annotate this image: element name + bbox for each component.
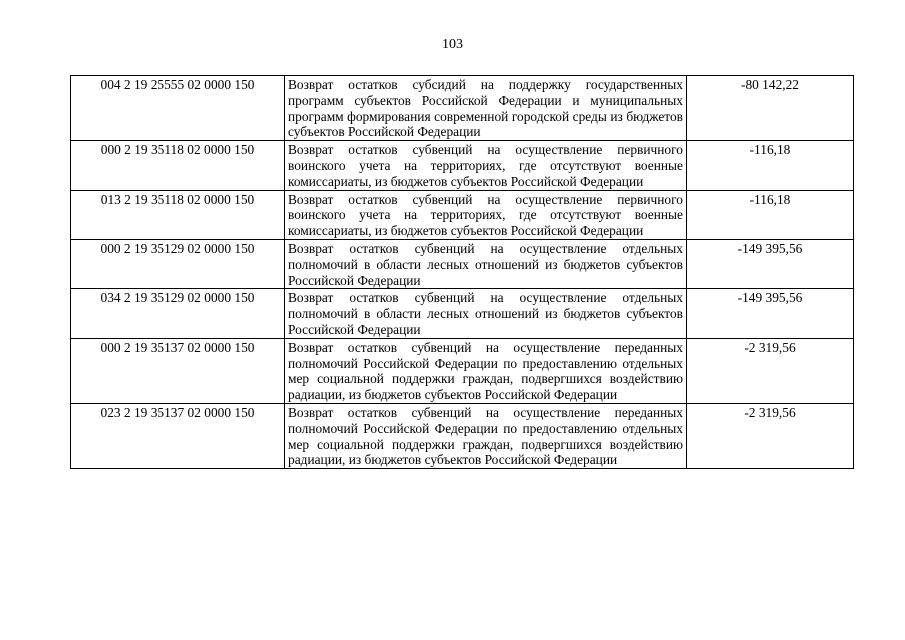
- budget-code-cell: 004 2 19 25555 02 0000 150: [71, 76, 285, 141]
- budget-code-cell: 000 2 19 35118 02 0000 150: [71, 141, 285, 190]
- budget-code-cell: 023 2 19 35137 02 0000 150: [71, 403, 285, 468]
- amount-cell: -2 319,56: [687, 403, 854, 468]
- description-cell: Возврат остатков субсидий на поддержку государственных программ субъектов Российской Федерации и муниципальных программ формирования современной городской среды из бюджетов субъектов Российской Федерации: [285, 76, 687, 141]
- description-cell: Возврат остатков субвенций на осуществление первичного воинского учета на территориях, где отсутствуют военные комиссариаты, из бюджетов субъектов Российской Федерации: [285, 141, 687, 190]
- amount-cell: -116,18: [687, 190, 854, 239]
- table-row: [71, 76, 854, 141]
- budget-table: [70, 75, 854, 469]
- description-cell: Возврат остатков субвенций на осуществление переданных полномочий Российской Федерации по предоставлению отдельных мер социальной поддержки граждан, подвергшихся воздействию радиации, из бюджетов субъектов Российской Федерации: [285, 403, 687, 468]
- table-row: [71, 289, 854, 338]
- amount-cell: -149 395,56: [687, 239, 854, 288]
- description-cell: Возврат остатков субвенций на осуществление отдельных полномочий в области лесных отношений из бюджетов субъектов Российской Федерации: [285, 289, 687, 338]
- description-cell: Возврат остатков субвенций на осуществление первичного воинского учета на территориях, где отсутствуют военные комиссариаты, из бюджетов субъектов Российской Федерации: [285, 190, 687, 239]
- table-row: [71, 190, 854, 239]
- budget-code-cell: 034 2 19 35129 02 0000 150: [71, 289, 285, 338]
- table-row: [71, 239, 854, 288]
- table-row: [71, 338, 854, 403]
- amount-cell: -80 142,22: [687, 76, 854, 141]
- table-row: [71, 403, 854, 468]
- amount-cell: -116,18: [687, 141, 854, 190]
- table-row: [71, 141, 854, 190]
- description-cell: Возврат остатков субвенций на осуществление переданных полномочий Российской Федерации по предоставлению отдельных мер социальной поддержки граждан, подвергшихся воздействию радиации, из бюджетов субъектов Российской Федерации: [285, 338, 687, 403]
- budget-code-cell: 013 2 19 35118 02 0000 150: [71, 190, 285, 239]
- budget-code-cell: 000 2 19 35137 02 0000 150: [71, 338, 285, 403]
- budget-code-cell: 000 2 19 35129 02 0000 150: [71, 239, 285, 288]
- amount-cell: -2 319,56: [687, 338, 854, 403]
- amount-cell: -149 395,56: [687, 289, 854, 338]
- page-number: 103: [442, 37, 463, 52]
- description-cell: Возврат остатков субвенций на осуществление отдельных полномочий в области лесных отношений из бюджетов субъектов Российской Федерации: [285, 239, 687, 288]
